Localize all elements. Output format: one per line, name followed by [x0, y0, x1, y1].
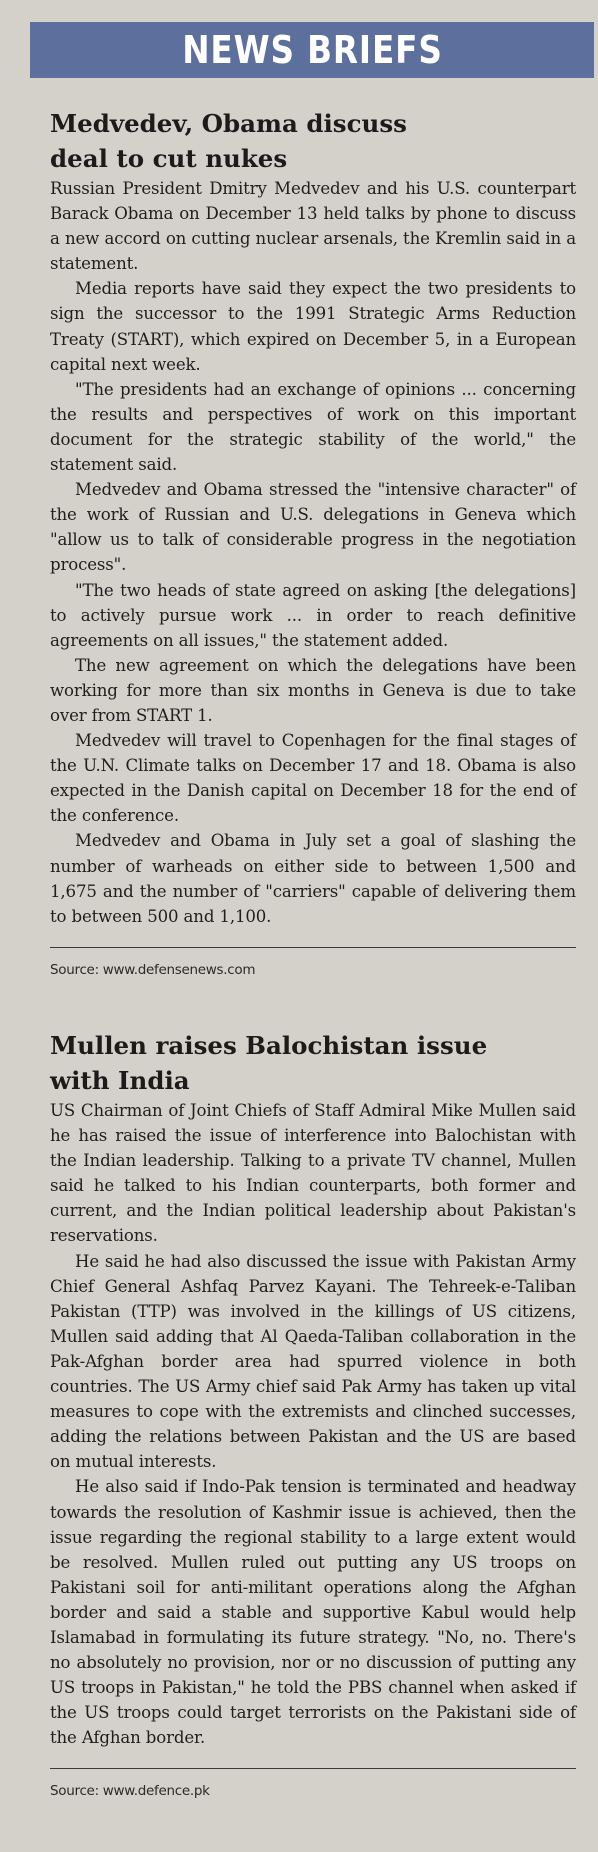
article-paragraph: The new agreement on which the delegations have been working for more than six months in Geneva is due to take over from START 1.	[50, 655, 576, 725]
article-paragraph: Medvedev and Obama in July set a goal of slashing the number of warheads on either side to between 1,500 and 1,675 and the number of "carriers" capable of delivering them to between 500 and 1,100.	[50, 831, 576, 926]
article-headline: Medvedev, Obama discuss deal to cut nukes	[50, 109, 407, 173]
article-medvedev-obama	[50, 106, 576, 978]
article-paragraph: Medvedev and Obama stressed the "intensive character" of the work of Russian and U.S. delegations in Geneva which "allow us to talk of considerable progress in the negotiation process".	[50, 480, 576, 575]
article-source: Source: www.defensenews.com	[50, 961, 256, 978]
article-paragraph: "The presidents had an exchange of opinions ... concerning the results and perspectives of work on this important document for the strategic stability of the world," the statement said.	[50, 379, 576, 475]
article-mullen-balochistan	[50, 1028, 576, 1799]
article-paragraph: US Chairman of Joint Chiefs of Staff Admiral Mike Mullen said he has raised the issue of interference into Balochistan with the Indian leadership. Talking to a private TV channel, Mullen said he talked to his Indian counterparts, both former and current, and the Indian political leadership about Pakistan's reservations.	[50, 1101, 576, 1246]
article-paragraph: Media reports have said they expect the two presidents to sign the successor to the 1991 Strategic Arms Reduction Treaty (START), which expired on December 5, in a European capital next week.	[50, 279, 576, 374]
article-headline: Mullen raises Balochistan issue with India	[50, 1031, 488, 1095]
section-title: NEWS BRIEFS	[181, 28, 443, 72]
article-paragraph: Russian President Dmitry Medvedev and his U.S. counterpart Barack Obama on December 13 held talks by phone to discuss a new accord on cutting nuclear arsenals, the Kremlin said in a statement.	[50, 179, 576, 274]
source-divider	[50, 1768, 576, 1769]
article-body	[50, 176, 576, 929]
article-paragraph: He also said if Indo-Pak tension is terminated and headway towards the resolution of Kashmir issue is achieved, then the issue regarding the regional stability to a large extent would be resolved. Mullen ruled out putting any US troops on Pakistani soil for anti-militant operations along the Afghan border and said a stable and supportive Kabul would help Islamabad in formulating its future strategy. "No, no. There's no absolutely no provision, nor or no discussion of putting any US troops in Pakistan," he told the PBS channel when asked if the US troops could target terrorists on the Pakistani side of the Afghan border.	[50, 1477, 576, 1748]
article-paragraph: Medvedev will travel to Copenhagen for the final stages of the U.N. Climate talks on December 17 and 18. Obama is also expected in the Danish capital on December 18 for the end of the conference.	[50, 731, 576, 826]
section-banner	[30, 22, 594, 78]
article-source: Source: www.defence.pk	[50, 1783, 210, 1800]
source-divider	[50, 947, 576, 948]
article-body	[50, 1098, 576, 1750]
article-paragraph: "The two heads of state agreed on asking [the delegations] to actively pursue work ... in order to reach definitive agreements on all issues," the statement added.	[50, 580, 576, 650]
article-paragraph: He said he had also discussed the issue with Pakistan Army Chief General Ashfaq Parvez Kayani. The Tehreek-e-Taliban Pakistan (TTP) was involved in the killings of US citizens, Mullen said adding that Al Qaeda-Taliban collaboration in the Pak-Afghan border area had spurred violence in both countries. The US Army chief said Pak Army has taken up vital measures to cope with the extremists and clinched successes, adding the relations between Pakistan and the US are based on mutual interests.	[50, 1251, 576, 1472]
